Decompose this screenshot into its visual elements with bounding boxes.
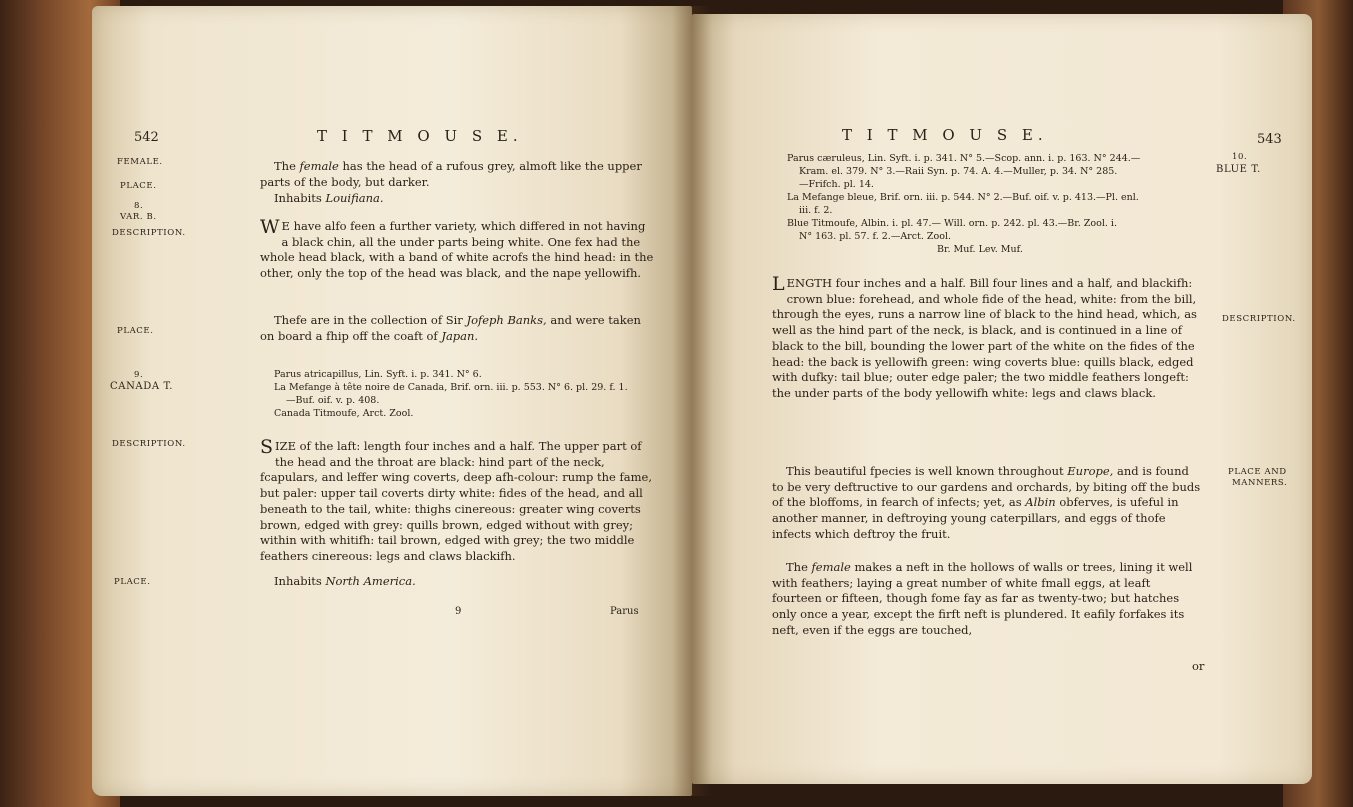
synonym-line: Canada Titmoufe, Arct. Zool. — [274, 408, 414, 419]
synonym-line: Br. Muf. Lev. Muf. — [937, 244, 1023, 255]
canada-titmouse-description: SIZE of the laft: length four inches and a half. The upper part of the head and the throat are black: hind part of the neck, fcapulars, and leffer wing coverts, deep afh-colour: rump the fame, but paler: upper tail coverts dirty white: fides of the head, and all beneath to the tail, white: thighs cinereous: greater wing coverts brown, edged with grey: quills brown, edged without with grey; within with whitifh: tail brown, edged with grey; the two middle feathers cinereous: legs and claws blackifh. — [260, 436, 652, 563]
margin-variety-number: 8. — [134, 201, 144, 211]
margin-variety: VAR. B. — [120, 212, 157, 222]
synonym-line: Kram. el. 379. N° 3.—Raii Syn. p. 74. A. 4.—Muller, p. 34. N° 285. — [799, 166, 1118, 177]
margin-description: DESCRIPTION. — [112, 228, 186, 238]
margin-species-number: 9. — [134, 370, 144, 380]
synonym-line: iii. f. 2. — [799, 205, 833, 216]
synonym-line: La Mefange bleue, Brif. orn. iii. p. 544. N° 2.—Buf. oif. v. p. 413.—Pl. enl. — [787, 192, 1139, 203]
synonym-line: Blue Titmoufe, Albin. i. pl. 47.— Will. orn. p. 242. pl. 43.—Br. Zool. i. — [787, 218, 1117, 229]
left-page — [92, 6, 692, 796]
habitat-paragraph: Inhabits North America. — [274, 574, 416, 588]
synonymy-block — [787, 152, 1207, 256]
margin-place: PLACE. — [120, 181, 157, 191]
female-paragraph: The female has the head of a rufous grey, almoft like the upper parts of the body, but darker. — [260, 159, 642, 189]
margin-place-manners: MANNERS. — [1232, 478, 1288, 488]
synonym-line: Parus cæruleus, Lin. Syft. i. p. 341. N° 5.—Scop. ann. i. p. 163. N° 244.— — [787, 153, 1141, 164]
right-page-number: 543 — [1257, 132, 1282, 147]
margin-place-manners: PLACE AND — [1228, 467, 1287, 477]
margin-description: DESCRIPTION. — [1222, 314, 1296, 324]
collection-paragraph: Thefe are in the collection of Sir Jofeph Banks, and were taken on board a fhip off the coaft of Japan. — [260, 313, 641, 343]
synonym-line: —Frifch. pl. 14. — [799, 179, 874, 190]
right-running-head: T I T M O U S E. — [842, 126, 1048, 144]
margin-place: PLACE. — [117, 326, 154, 336]
left-running-head: T I T M O U S E. — [317, 127, 523, 145]
signature-mark: 9 — [455, 606, 462, 617]
synonymy-block — [274, 368, 674, 420]
catchword: Parus — [610, 606, 639, 617]
margin-species-number: 10. — [1232, 152, 1248, 162]
female-nesting-paragraph: The female makes a neft in the hollows of walls or trees, lining it well with feathers; laying a great number of white fmall eggs, at leaft fourteen or fifteen, though fome fay as far as twenty-two; but hatches only once a year, except the firft neft is plundered. It eafily forfakes its neft, even if the eggs are touched, — [772, 560, 1193, 637]
margin-place: PLACE. — [114, 577, 151, 587]
place-manners-paragraph: This beautiful fpecies is well known throughout Europe, and is found to be very deftructive to our gardens and orchards, by biting off the buds of the bloffoms, in fearch of infects; yet, as Albin obferves, is ufeful in another manner, in deftroying young caterpillars, and eggs of thofe infects which deftroy the fruit. — [772, 464, 1201, 541]
margin-female: FEMALE. — [117, 157, 163, 167]
place-paragraph: Inhabits Louifiana. — [274, 191, 384, 205]
synonym-line: —Buf. oif. v. p. 408. — [286, 395, 380, 406]
book-gutter — [672, 6, 712, 796]
margin-species-name: CANADA T. — [110, 381, 174, 392]
synonym-line: La Mefange à tête noire de Canada, Brif. orn. iii. p. 553. N° 6. pl. 29. f. 1. — [274, 382, 628, 393]
margin-description: DESCRIPTION. — [112, 439, 186, 449]
synonym-line: Parus atricapillus, Lin. Syft. i. p. 341. N° 6. — [274, 369, 482, 380]
variety-description: W E have alfo feen a further variety, which differed in not having a black chin, all the under parts being white. One fex had the whole head black, with a band of white acrofs the hind head: in the other, only the top of the head was black, and the nape yellowifh. — [260, 216, 654, 281]
margin-species-name: BLUE T. — [1216, 164, 1261, 175]
left-page-number: 542 — [134, 130, 159, 145]
right-page — [692, 14, 1312, 784]
synonym-line: N° 163. pl. 57. f. 2.—Arct. Zool. — [799, 231, 951, 242]
catchword: or — [1192, 659, 1205, 673]
blue-titmouse-description: LENGTH four inches and a half. Bill four lines and a half, and blackifh: crown blue: forehead, and whole fide of the head, white: from the bill, through the eyes, runs a narrow line of black to the hind head, which, as well as the hind part of the neck, is black, and is continued in a line of black to the bill, bounding the lower part of the white on the fides of the head: the back is yellowifh green: wing coverts blue: quills black, edged with dufky: tail blue; outer edge paler; the two middle feathers longeft: the under parts of the body yellowifh white: legs and claws black. — [772, 273, 1197, 400]
